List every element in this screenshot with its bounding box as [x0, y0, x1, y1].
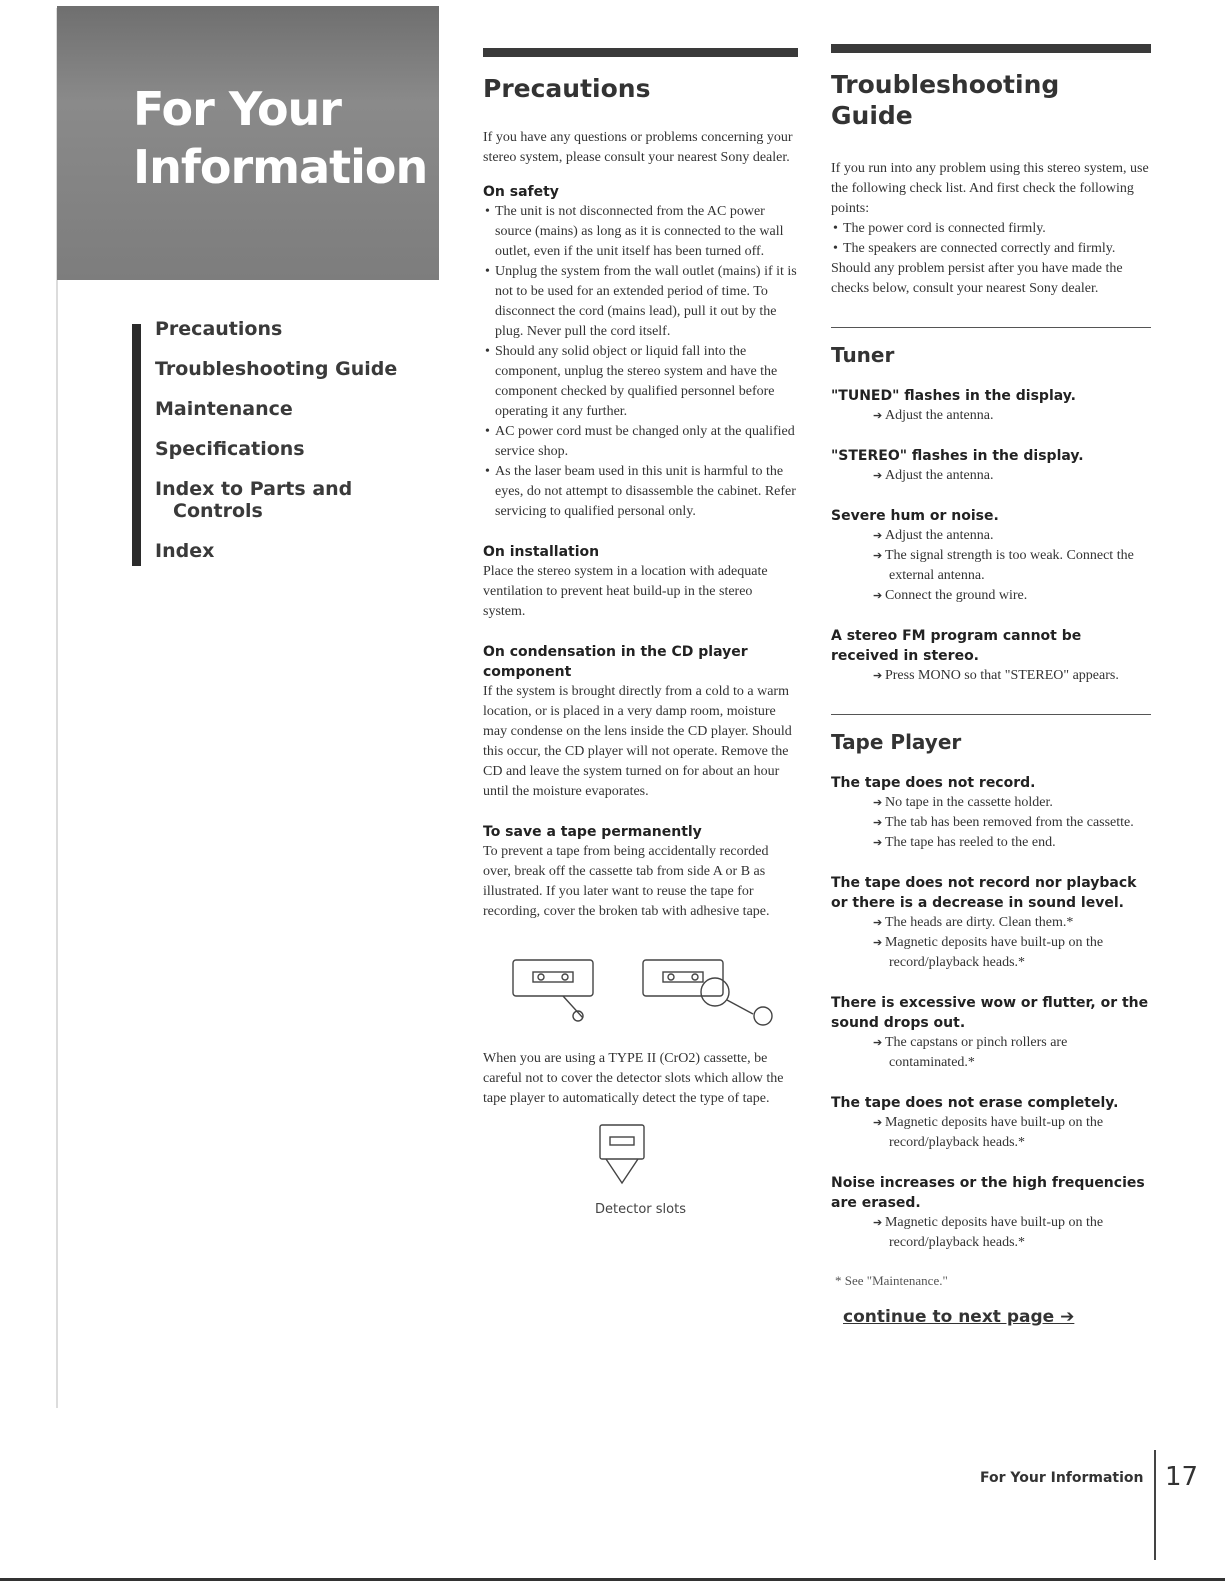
precautions-title: Precautions — [483, 74, 651, 103]
troubleshooting-title-line1: Troubleshooting — [831, 70, 1060, 99]
checks-list — [831, 219, 1151, 259]
tape-player-title: Tape Player — [831, 730, 962, 754]
precautions-intro: If you have any questions or problems concerning your stereo system, please consult your nearest Sony dealer. — [483, 130, 793, 165]
tape-text: To prevent a tape from being accidentally recorded over, break off the cassette tab from side A or B as illustrated. If you later want to reuse the tape for recording, cover the broken tab with adhesive tape. — [483, 844, 770, 919]
check-item: • The power cord is connected firmly. — [831, 219, 1151, 239]
issue-question: A stereo FM program cannot be received in stereo. — [831, 628, 1082, 664]
issue-answer: ➔ Connect the ground wire. — [831, 586, 1151, 606]
issue-question: The tape does not erase completely. — [831, 1095, 1119, 1111]
toc-item-index-to-parts-line1: Index to Parts and — [155, 478, 353, 500]
tape-heading: To save a tape permanently — [483, 824, 702, 840]
cassette-icon — [513, 960, 593, 1021]
issue-answer: ➔ The tape has reeled to the end. — [831, 833, 1151, 853]
installation-text: Place the stereo system in a location with adequate ventilation to prevent heat build-up in the stereo system. — [483, 564, 768, 619]
issue-question: Severe hum or noise. — [831, 508, 999, 524]
tape-block — [483, 822, 798, 922]
issue-answer: ➔ Adjust the antenna. — [831, 526, 1151, 546]
toc-item-maintenance[interactable]: Maintenance — [155, 398, 293, 420]
issue-item — [831, 773, 1151, 853]
issue-answer: ➔ Adjust the antenna. — [831, 466, 1151, 486]
condensation-block — [483, 642, 798, 802]
issue-answer: ➔ Press MONO so that "STEREO" appears. — [831, 666, 1151, 686]
section-banner — [57, 6, 439, 280]
issue-item — [831, 626, 1151, 686]
safety-item: • The unit is not disconnected from the AC power source (mains) as long as it is connected to the wall outlet, even if the unit itself has been turned off. — [483, 202, 798, 262]
toc-item-troubleshooting[interactable]: Troubleshooting Guide — [155, 358, 398, 380]
check-item: • The speakers are connected correctly and firmly. — [831, 239, 1151, 259]
divider — [831, 714, 1151, 715]
toc-item-index[interactable]: Index — [155, 540, 215, 562]
issue-item — [831, 873, 1151, 973]
condensation-heading: On condensation in the CD player component — [483, 644, 748, 680]
issue-answer: ➔ Adjust the antenna. — [831, 406, 1151, 426]
page-bottom-edge — [0, 1578, 1225, 1581]
footnote: * See "Maintenance." — [835, 1273, 948, 1288]
issue-question: Noise increases or the high frequencies are erased. — [831, 1175, 1145, 1211]
safety-item: • AC power cord must be changed only at the qualified service shop. — [483, 422, 798, 462]
issue-answer: ➔ The capstans or pinch rollers are contaminated.* — [831, 1033, 1151, 1073]
continue-link[interactable]: continue to next page ➔ — [843, 1307, 1075, 1327]
issue-answer: ➔ Magnetic deposits have built-up on the record/playback heads.* — [831, 1113, 1151, 1153]
issue-question: "TUNED" flashes in the display. — [831, 388, 1076, 404]
issue-answer: ➔ The tab has been removed from the cassette. — [831, 813, 1151, 833]
issue-question: There is excessive wow or flutter, or the sound drops out. — [831, 995, 1149, 1031]
toc-item-precautions[interactable]: Precautions — [155, 318, 283, 340]
toc-item-index-to-parts-line2: Controls — [173, 500, 263, 522]
issue-item — [831, 1173, 1151, 1253]
type2-text: When you are using a TYPE II (CrO2) cassette, be careful not to cover the detector slots which allow the tape player to automatically detect the type of tape. — [483, 1051, 784, 1106]
footer-section-label: For Your Information — [980, 1470, 1144, 1486]
issue-answer: ➔ The heads are dirty. Clean them.* — [831, 913, 1151, 933]
toc-item-index-to-parts[interactable] — [155, 478, 397, 522]
troubleshooting-intro: If you run into any problem using this stereo system, use the following check list. And first check the following points: — [831, 161, 1149, 216]
issue-answer: ➔ Magnetic deposits have built-up on the record/playback heads.* — [831, 933, 1151, 973]
footer-rule — [1154, 1450, 1156, 1560]
table-of-contents — [155, 318, 397, 580]
cassette-icon — [643, 960, 772, 1025]
precautions-column — [483, 48, 798, 1217]
section-top-bar — [483, 48, 798, 57]
issue-item — [831, 446, 1151, 486]
issue-answer: ➔ The signal strength is too weak. Connect the external antenna. — [831, 546, 1151, 586]
troubleshooting-title — [831, 69, 1151, 131]
issue-item — [831, 993, 1151, 1073]
detector-slots-illustration — [483, 1123, 798, 1193]
issue-question: The tape does not record. — [831, 775, 1036, 791]
safety-item: • Unplug the system from the wall outlet (mains) if it is not to be used for an extended period of time. To disconnect the cord (mains lead), pull it out by the plug. Never pull the cord itself. — [483, 262, 798, 342]
issue-item — [831, 506, 1151, 606]
condensation-text: If the system is brought directly from a cold to a warm location, or is placed in a very damp room, moisture may condense on the lens inside the CD player. Should this occur, the CD player will not operate. Remove the CD and leave the system turned on for about an hour until the moisture evaporates. — [483, 684, 792, 799]
installation-heading: On installation — [483, 544, 600, 560]
safety-item: • Should any solid object or liquid fall into the component, unplug the stereo system and have the component checked by qualified personnel before operating it any further. — [483, 342, 798, 422]
issue-question: "STEREO" flashes in the display. — [831, 448, 1084, 464]
section-top-bar — [831, 44, 1151, 53]
cassette-tab-illustration — [483, 956, 798, 1026]
toc-item-specifications[interactable]: Specifications — [155, 438, 305, 460]
issue-item — [831, 386, 1151, 426]
issue-item — [831, 1093, 1151, 1153]
page-number: 17 — [1165, 1462, 1199, 1492]
safety-list — [483, 202, 798, 522]
banner-title: For Your Information — [133, 82, 428, 194]
installation-block — [483, 542, 798, 622]
tuner-title: Tuner — [831, 343, 895, 367]
issue-answer: ➔ No tape in the cassette holder. — [831, 793, 1151, 813]
troubleshooting-title-line2: Guide — [831, 101, 913, 130]
issue-answer: ➔ Magnetic deposits have built-up on the record/playback heads.* — [831, 1213, 1151, 1253]
detector-slots-caption: Detector slots — [595, 1202, 686, 1217]
toc-bar — [132, 324, 141, 566]
divider — [831, 327, 1151, 328]
issue-question: The tape does not record nor playback or there is a decrease in sound level. — [831, 875, 1137, 911]
troubleshooting-column — [831, 44, 1151, 1327]
safety-heading: On safety — [483, 184, 559, 200]
cassette-icon — [600, 1125, 644, 1183]
safety-item: • As the laser beam used in this unit is harmful to the eyes, do not attempt to disassemble the cabinet. Refer servicing to qualified personal only. — [483, 462, 798, 522]
troubleshooting-after: Should any problem persist after you have made the checks below, consult your nearest Sony dealer. — [831, 261, 1123, 296]
